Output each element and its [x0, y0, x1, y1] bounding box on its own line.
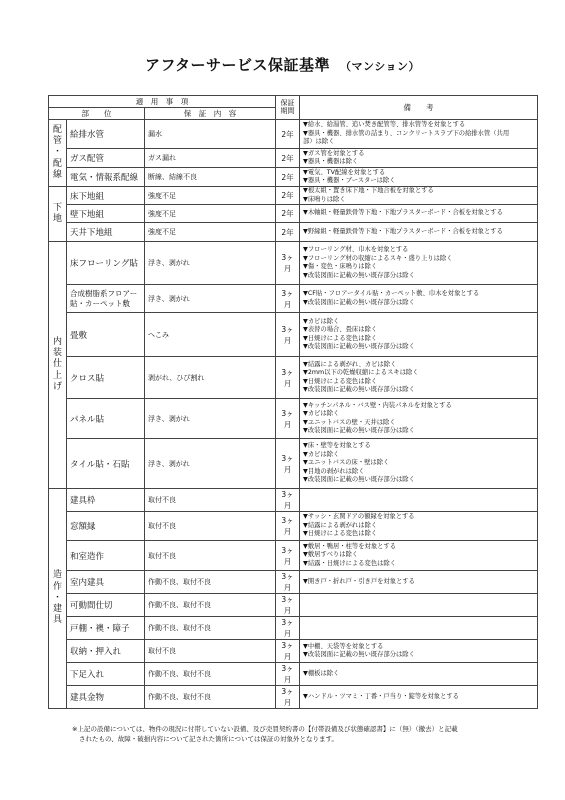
- note-line: ▼ハンドル・ツマミ・丁番・戸当り・錠等を対象とする: [303, 692, 459, 700]
- category-char: 配: [52, 124, 62, 135]
- note-line: ▼CF貼・フロアータイル貼・カーペット敷、巾木を対象とする: [303, 290, 480, 297]
- note-line: ▼棚板は除く: [303, 669, 340, 677]
- warranty-content: 作動不良、取付不良: [145, 617, 276, 640]
- table-row: [49, 149, 538, 168]
- table-row: [49, 489, 538, 512]
- notes-cell: [300, 489, 538, 512]
- table-row: [49, 686, 538, 709]
- notes-cell: [300, 640, 538, 663]
- note-line: ▼改装図面に記載の無い既存部分は除く: [303, 271, 415, 279]
- warranty-content: ガス漏れ: [145, 149, 276, 168]
- table-row: [49, 120, 538, 149]
- table-row: [49, 571, 538, 594]
- warranty-content: 漏水: [145, 120, 276, 149]
- part-name: 給排水管: [67, 120, 145, 149]
- note-line: ▼改装図面に記載の無い既存部分は除く: [303, 427, 415, 434]
- note-line: ▼結露による剥がれ、カビは除く: [303, 360, 397, 368]
- category-label: [49, 489, 67, 709]
- category-label: [49, 120, 67, 187]
- category-char: 地: [52, 214, 62, 224]
- table-row: [49, 541, 538, 571]
- part-name: 可動間仕切: [67, 594, 145, 617]
- warranty-period: 2年: [276, 120, 300, 149]
- note-line: ▼傷・変色・床鳴りは除く: [303, 263, 378, 270]
- warranty-period: 3ヶ月: [276, 313, 300, 357]
- note-line: ▼床鳴りは除く: [303, 195, 346, 203]
- warranty-content: 作動不良、取付不良: [145, 663, 276, 686]
- category-char: 作: [52, 581, 62, 592]
- warranty-period: 3ヶ月: [276, 357, 300, 399]
- table-row: [49, 640, 538, 663]
- part-name: タイル貼・石貼: [67, 439, 145, 489]
- part-name: 電気・情報系配線: [67, 168, 145, 187]
- warranty-period: 3ヶ月: [276, 571, 300, 594]
- warranty-period: 2年: [276, 149, 300, 168]
- notes-cell: [300, 313, 538, 357]
- notes-cell: [300, 242, 538, 285]
- note-line: ▼給水、給湯管、追い焚き配管等、排水管等を対象とする: [303, 121, 466, 129]
- header-part: 部 位: [49, 108, 145, 120]
- notes-cell: [300, 285, 538, 313]
- header-content: 保 証 内 容: [145, 108, 276, 120]
- category-char: ・: [52, 592, 62, 603]
- footnote: [72, 724, 542, 744]
- note-line: ▼2mm以下の乾燥収縮によるスキは除く: [303, 369, 419, 376]
- table-row: [49, 187, 538, 205]
- warranty-period: 3ヶ月: [276, 663, 300, 686]
- warranty-content: 強度不足: [145, 205, 276, 223]
- note-line: ▼木軸組・軽量鉄骨等下地・下地プラスターボード・合板を対象とする: [303, 209, 503, 217]
- note-line: ▼ユニットバスの床・壁は除く: [303, 459, 390, 467]
- part-name: 建具枠: [67, 489, 145, 512]
- notes-cell: [300, 399, 538, 439]
- note-line: ▼電気、TV配線を対象とする: [303, 168, 386, 176]
- table-row: [49, 512, 538, 541]
- notes-cell: [300, 541, 538, 571]
- note-line: ▼日焼けによる変色は除く: [303, 530, 378, 538]
- warranty-content: 作動不良、取付不良: [145, 571, 276, 594]
- note-line: ▼敷居すべりは除く: [303, 551, 359, 559]
- note-line: ▼敷居・鴨居・柱等を対象とする: [303, 542, 397, 550]
- category-char: 仕: [52, 359, 62, 370]
- note-line: ▼キッチンパネル・バス壁・内装パネルを対象とする: [303, 401, 452, 409]
- note-line: ▼カビは除く: [303, 317, 340, 325]
- note-line: ▼器具・機器は除く: [303, 158, 359, 165]
- part-name: 室内建具: [67, 571, 145, 594]
- notes-cell: [300, 120, 538, 149]
- table-row: [49, 285, 538, 313]
- warranty-content: 浮き、剥がれ: [145, 439, 276, 489]
- notes-cell: [300, 168, 538, 187]
- header-scope: 適 用 事 項: [49, 96, 276, 108]
- warranty-content: 作動不良、取付不良: [145, 594, 276, 617]
- category-char: 上: [52, 370, 62, 381]
- note-line: ▼サッシ・玄関ドアの額縁を対象とする: [303, 513, 415, 521]
- note-line: ▼カビは除く: [303, 410, 340, 417]
- warranty-period: 3ヶ月: [276, 640, 300, 663]
- warranty-content: 剥がれ、ひび割れ: [145, 357, 276, 399]
- note-line: ▼目地の剥がれは除く: [303, 467, 365, 475]
- note-line: ▼器具・機器・ブースターは除く: [303, 177, 396, 184]
- notes-cell: [300, 149, 538, 168]
- warranty-content: 浮き、剥がれ: [145, 242, 276, 285]
- note-line: ▼改装図面に記載の無い既存部分は除く: [303, 298, 415, 306]
- note-line: ▼結露による剥がれは除く: [303, 521, 378, 529]
- warranty-period: 3ヶ月: [276, 594, 300, 617]
- category-char: 配: [52, 158, 62, 169]
- table-row: [49, 439, 538, 489]
- note-line: ▼改装図面に記載の無い既存部分は除く: [303, 651, 415, 658]
- part-name: 窓額縁: [67, 512, 145, 541]
- part-name: 床フローリング貼: [67, 242, 145, 285]
- footnote-line: されたもの、故障・破損内容について記された箇所については保証の対象外となります。: [79, 735, 338, 744]
- note-line: ▼野縁組・軽量鉄骨等下地・下地プラスターボード・合板を対象とする: [303, 227, 503, 235]
- table-row: [49, 223, 538, 242]
- notes-cell: [300, 223, 538, 242]
- notes-cell: [300, 512, 538, 541]
- part-name: 畳敷: [67, 313, 145, 357]
- warranty-period: 3ヶ月: [276, 399, 300, 439]
- notes-cell: [300, 686, 538, 709]
- note-line: ▼根太組・置き床下地・下地合板を対象とする: [303, 187, 434, 194]
- warranty-content: 強度不足: [145, 187, 276, 205]
- warranty-period: 3ヶ月: [276, 489, 300, 512]
- note-line: ▼結露・日焼けによる変色は除く: [303, 559, 397, 567]
- warranty-period: 2年: [276, 223, 300, 242]
- note-line: ▼カビは除く: [303, 450, 340, 458]
- warranty-content: 浮き、剥がれ: [145, 285, 276, 313]
- title-text: アフターサービス保証基準: [145, 56, 330, 74]
- warranty-content: 取付不良: [145, 541, 276, 571]
- part-name: 下足入れ: [67, 663, 145, 686]
- note-line: ▼改装図面に記載の無い既存部分は除く: [303, 343, 415, 350]
- notes-cell: [300, 617, 538, 640]
- part-name: 天井下地組: [67, 223, 145, 242]
- note-line: ▼中棚、天袋等を対象とする: [303, 642, 384, 650]
- notes-cell: [300, 187, 538, 205]
- category-char: 内: [52, 336, 62, 347]
- note-line: ▼器具・機器、排水管の詰まり、コンクリートスラブ下の給排水管（共用: [303, 129, 510, 137]
- warranty-period: 3ヶ月: [276, 617, 300, 640]
- note-line: ▼表替の場合、畳床は除く: [303, 326, 378, 333]
- warranty-content: 浮き、剥がれ: [145, 399, 276, 439]
- table-row: [49, 357, 538, 399]
- part-name: 床下地組: [67, 187, 145, 205]
- category-char: 造: [52, 570, 62, 581]
- part-name: 戸棚・襖・障子: [67, 617, 145, 640]
- note-line: ▼日焼けによる変色は除く: [303, 334, 378, 342]
- table-row: [49, 205, 538, 223]
- warranty-content: 取付不良: [145, 489, 276, 512]
- category-char: 下: [52, 202, 62, 213]
- category-char: 線: [52, 169, 62, 180]
- note-line: ▼改装図面に記載の無い既存部分は除く: [303, 386, 415, 393]
- warranty-content: へこみ: [145, 313, 276, 357]
- table-row: [49, 242, 538, 285]
- table-row: [49, 594, 538, 617]
- notes-cell: [300, 571, 538, 594]
- note-line: ▼ガス管を対象とする: [303, 149, 365, 157]
- header-period: 保証期間: [276, 96, 300, 120]
- note-line: ▼フローリング材、巾木を対象とする: [303, 246, 409, 253]
- footnote-line: ※上記の設備については、物件の現況に付帯していない設備、及び売買契約書の【付帯設備及び状態確認書】に（無）（撤去）と記載: [72, 725, 458, 733]
- warranty-period: 2年: [276, 205, 300, 223]
- table-row: [49, 663, 538, 686]
- category-char: 管: [52, 136, 62, 147]
- warranty-content: 作動不良、取付不良: [145, 686, 276, 709]
- note-line: ▼フローリング材の収縮によるスキ・盛り上りは除く: [303, 254, 453, 262]
- note-line: ▼日焼けによる変色は除く: [303, 377, 378, 385]
- category-char: げ: [52, 381, 62, 392]
- part-name: クロス貼: [67, 357, 145, 399]
- warranty-period: 3ヶ月: [276, 285, 300, 313]
- table-row: [49, 617, 538, 640]
- note-line: ▼改装図面に記載の無い既存部分は除く: [303, 476, 415, 484]
- warranty-content: 取付不良: [145, 512, 276, 541]
- table-row: [49, 168, 538, 187]
- warranty-period: 3ヶ月: [276, 512, 300, 541]
- table-row: [49, 313, 538, 357]
- warranty-table: [48, 95, 538, 709]
- note-line: 部）は除く: [303, 138, 335, 146]
- warranty-period: 2年: [276, 187, 300, 205]
- category-char: ・: [52, 147, 62, 158]
- warranty-period: 3ヶ月: [276, 541, 300, 571]
- category-label: [49, 187, 67, 242]
- notes-cell: [300, 205, 538, 223]
- warranty-period: 3ヶ月: [276, 686, 300, 709]
- warranty-period: 3ヶ月: [276, 439, 300, 489]
- warranty-content: 断線、結線不良: [145, 168, 276, 187]
- category-char: 建: [52, 604, 62, 615]
- part-name: 建具金物: [67, 686, 145, 709]
- part-name: 合成樹脂系フロアー貼・カーペット敷: [67, 285, 145, 313]
- part-name: 和室造作: [67, 541, 145, 571]
- part-name: ガス配管: [67, 149, 145, 168]
- category-char: 装: [52, 348, 62, 359]
- table-body: [49, 120, 538, 709]
- header-notes: 備 考: [300, 96, 538, 120]
- note-line: ▼床・壁等を対象とする: [303, 442, 371, 450]
- warranty-period: 3ヶ月: [276, 242, 300, 285]
- notes-cell: [300, 663, 538, 686]
- page-title: [0, 54, 565, 75]
- part-name: 収納・押入れ: [67, 640, 145, 663]
- notes-cell: [300, 439, 538, 489]
- part-name: 壁下地組: [67, 205, 145, 223]
- warranty-content: 取付不良: [145, 640, 276, 663]
- table-row: [49, 399, 538, 439]
- part-name: パネル貼: [67, 399, 145, 439]
- note-line: ▼開き戸・折れ戸・引き戸を対象とする: [303, 577, 415, 585]
- notes-cell: [300, 357, 538, 399]
- notes-cell: [300, 594, 538, 617]
- warranty-period: 2年: [276, 168, 300, 187]
- category-label: [49, 242, 67, 489]
- warranty-content: 強度不足: [145, 223, 276, 242]
- category-char: 具: [52, 615, 62, 626]
- title-subtitle: （マンション）: [339, 60, 420, 73]
- note-line: ▼ユニットバスの壁・天井は除く: [303, 418, 396, 426]
